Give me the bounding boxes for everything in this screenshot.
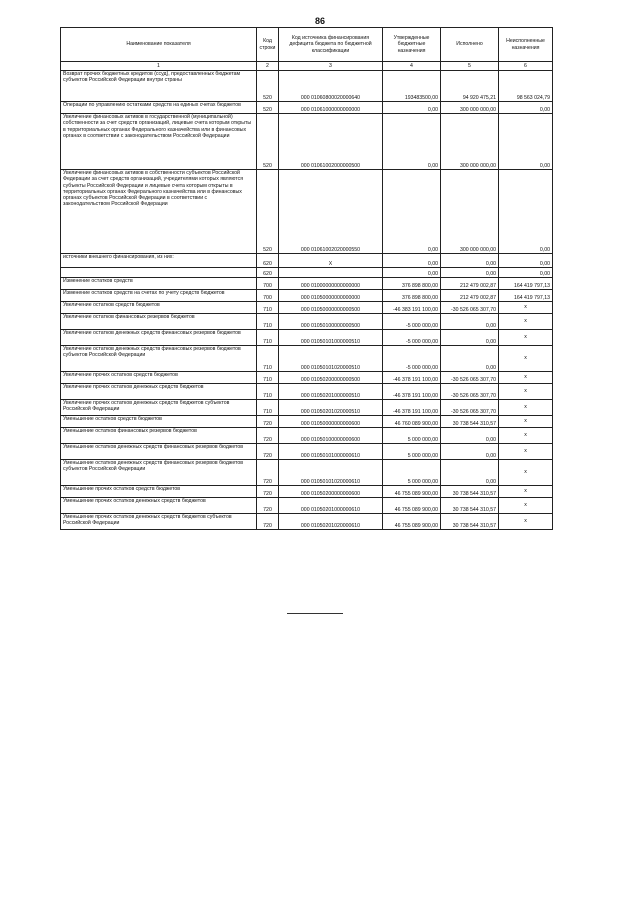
cell-executed: -30 526 065 307,70 [441,400,499,416]
cell-executed: 0,00 [441,346,499,372]
cell-src [279,268,383,278]
cell-approved: -46 378 191 100,00 [383,400,441,416]
cell-name: источники внешнего финансирования, из них: [61,254,257,268]
cell-src: X [279,254,383,268]
table-row [61,254,553,268]
cell-unexecuted: x [499,428,553,444]
cell-name: Увеличение остатков денежных средств финансовых резервов бюджетов субъектов Российской Федерации [61,346,257,372]
cell-src: 000 01061002020000550 [279,170,383,254]
cell-executed: 30 738 544 310,57 [441,416,499,428]
cell-name: Увеличение прочих остатков средств бюджетов [61,372,257,384]
cell-name: Изменение остатков средств [61,278,257,290]
cell-name: Увеличение остатков денежных средств финансовых резервов бюджетов [61,330,257,346]
cell-name: Уменьшение остатков денежных средств финансовых резервов бюджетов субъектов Российской Федерации [61,460,257,486]
header-cell: Код строки [257,28,279,62]
cell-name: Уменьшение остатков финансовых резервов бюджетов [61,428,257,444]
cell-unexecuted: x [499,498,553,514]
cell-unexecuted: x [499,486,553,498]
cell-executed: 300 000 000,00 [441,114,499,170]
cell-name: Уменьшение прочих остатков средств бюджетов [61,486,257,498]
cell-name: Увеличение финансовых активов в государственной (муниципальной) собственности за счет средств организаций, лицевые счета которым открыты в территориальных органах Федерального казначейства или в финансовых органах в соответствии с законодательством Российской Федерации [61,114,257,170]
end-divider-line [287,613,343,614]
cell-approved: 0,00 [383,114,441,170]
cell-code: 720 [257,486,279,498]
cell-executed: 0,00 [441,268,499,278]
table-row [61,460,553,486]
column-number: 6 [499,62,553,71]
cell-approved: -5 000 000,00 [383,330,441,346]
cell-src: 000 01050200000000600 [279,486,383,498]
cell-code: 520 [257,114,279,170]
cell-code: 710 [257,400,279,416]
cell-unexecuted: x [499,330,553,346]
cell-approved: -46 378 191 100,00 [383,384,441,400]
cell-unexecuted: x [499,400,553,416]
cell-code: 710 [257,384,279,400]
cell-executed: 0,00 [441,460,499,486]
cell-approved: 46 755 089 900,00 [383,486,441,498]
cell-executed: 30 738 544 310,57 [441,514,499,530]
cell-executed: 0,00 [441,444,499,460]
table-row [61,384,553,400]
page-number: 86 [314,16,325,26]
table-row [61,330,553,346]
cell-unexecuted: x [499,346,553,372]
cell-src: 000 01050101000000610 [279,444,383,460]
table-row [61,170,553,254]
cell-name: Уменьшение прочих остатков денежных средств бюджетов субъектов Российской Федерации [61,514,257,530]
cell-approved: 0,00 [383,170,441,254]
cell-src: 000 01050101000000510 [279,330,383,346]
cell-unexecuted: x [499,302,553,314]
cell-unexecuted: x [499,372,553,384]
cell-src: 000 01050000000000500 [279,302,383,314]
cell-name: Увеличение остатков финансовых резервов бюджетов [61,314,257,330]
cell-executed: -30 526 065 307,70 [441,302,499,314]
cell-name: Увеличение остатков средств бюджетов [61,302,257,314]
table-row [61,514,553,530]
table-row [61,102,553,114]
header-cell: Наименование показателя [61,28,257,62]
cell-approved: 46 755 089 900,00 [383,498,441,514]
cell-approved: 5 000 000,00 [383,460,441,486]
table-row [61,498,553,514]
cell-code: 710 [257,314,279,330]
cell-approved: 5 000 000,00 [383,444,441,460]
table-row [61,71,553,102]
cell-executed: 94 920 475,21 [441,71,499,102]
table-row [61,428,553,444]
cell-code: 720 [257,514,279,530]
cell-src: 000 01050000000000600 [279,416,383,428]
column-number: 1 [61,62,257,71]
table-row [61,372,553,384]
cell-code: 700 [257,290,279,302]
cell-name [61,268,257,278]
cell-src: 000 01050100000000600 [279,428,383,444]
cell-approved: 46 755 089 900,00 [383,514,441,530]
cell-code: 710 [257,346,279,372]
table-row [61,114,553,170]
table-row [61,268,553,278]
header-cell: Утвержденные бюджетные назначения [383,28,441,62]
cell-name: Увеличение прочих остатков денежных средств бюджетов [61,384,257,400]
cell-unexecuted: 0,00 [499,102,553,114]
cell-code: 520 [257,102,279,114]
cell-unexecuted: 164 419 797,13 [499,290,553,302]
table-row [61,486,553,498]
cell-approved: 0,00 [383,102,441,114]
cell-name: Операции по управлению остатками средств на единых счетах бюджетов [61,102,257,114]
cell-approved: 376 898 800,00 [383,290,441,302]
cell-executed: 30 738 544 310,57 [441,486,499,498]
cell-unexecuted: 0,00 [499,268,553,278]
cell-executed: 212 479 002,87 [441,278,499,290]
cell-src: 000 01050201020000510 [279,400,383,416]
cell-approved: -5 000 000,00 [383,314,441,330]
cell-executed: -30 526 065 307,70 [441,384,499,400]
header-cell: Исполнено [441,28,499,62]
budget-sources-table [60,27,553,530]
cell-executed: 212 479 002,87 [441,290,499,302]
column-number: 5 [441,62,499,71]
table-row [61,290,553,302]
header-row [61,28,553,62]
table-row [61,278,553,290]
cell-name: Изменение остатков средств на счетах по учету средств бюджетов [61,290,257,302]
cell-src: 000 01061002000000500 [279,114,383,170]
cell-executed: 30 738 544 310,57 [441,498,499,514]
cell-src: 000 01050200000000500 [279,372,383,384]
table-body [61,71,553,530]
table-row [61,314,553,330]
cell-executed: 0,00 [441,254,499,268]
column-number: 3 [279,62,383,71]
column-number-row [61,62,553,71]
table-row [61,346,553,372]
cell-src: 000 01050201000000510 [279,384,383,400]
cell-executed: 0,00 [441,330,499,346]
cell-approved: 46 760 089 900,00 [383,416,441,428]
cell-unexecuted: x [499,444,553,460]
cell-code: 720 [257,444,279,460]
cell-approved: 376 898 800,00 [383,278,441,290]
cell-code: 620 [257,268,279,278]
cell-unexecuted: x [499,416,553,428]
cell-code: 700 [257,278,279,290]
cell-src: 000 01060800020000640 [279,71,383,102]
header-cell: Неисполненные назначения [499,28,553,62]
cell-approved: -5 000 000,00 [383,346,441,372]
table-row [61,416,553,428]
cell-approved: 5 000 000,00 [383,428,441,444]
cell-approved: 193483500,00 [383,71,441,102]
cell-unexecuted: x [499,314,553,330]
cell-approved: -46 383 191 100,00 [383,302,441,314]
cell-src: 000 01050000000000000 [279,290,383,302]
cell-unexecuted: 98 563 024,79 [499,71,553,102]
cell-name: Возврат прочих бюджетных кредитов (ссуд), предоставленных бюджетам субъектов Российской Федерации внутри страны [61,71,257,102]
cell-code: 720 [257,460,279,486]
cell-src: 000 01050100000000500 [279,314,383,330]
table-row [61,400,553,416]
cell-unexecuted: 0,00 [499,170,553,254]
cell-src: 000 01050101020000510 [279,346,383,372]
cell-name: Уменьшение прочих остатков денежных средств бюджетов [61,498,257,514]
table-row [61,302,553,314]
cell-approved: 0,00 [383,254,441,268]
cell-code: 720 [257,416,279,428]
cell-src: 000 01000000000000000 [279,278,383,290]
cell-code: 710 [257,302,279,314]
cell-unexecuted: x [499,460,553,486]
cell-approved: 0,00 [383,268,441,278]
cell-unexecuted: 0,00 [499,114,553,170]
cell-code: 520 [257,170,279,254]
cell-executed: 300 000 000,00 [441,102,499,114]
cell-src: 000 01050201020000610 [279,514,383,530]
cell-executed: 0,00 [441,314,499,330]
cell-code: 520 [257,71,279,102]
cell-unexecuted: 164 419 797,13 [499,278,553,290]
cell-code: 710 [257,372,279,384]
cell-executed: 0,00 [441,428,499,444]
cell-executed: 300 000 000,00 [441,170,499,254]
cell-src: 000 01050201000000610 [279,498,383,514]
cell-code: 620 [257,254,279,268]
cell-code: 710 [257,330,279,346]
cell-src: 000 01061000000000000 [279,102,383,114]
cell-src: 000 01050101020000610 [279,460,383,486]
cell-executed: -30 526 065 307,70 [441,372,499,384]
cell-approved: -46 378 191 100,00 [383,372,441,384]
cell-unexecuted: 0,00 [499,254,553,268]
cell-code: 720 [257,498,279,514]
cell-name: Увеличение прочих остатков денежных средств бюджетов субъектов Российской Федерации [61,400,257,416]
cell-code: 720 [257,428,279,444]
cell-unexecuted: x [499,514,553,530]
cell-name: Увеличение финансовых активов в собственности субъектов Российской Федерации за счет средств организаций, учредителями которых являются субъекты Российской Федерации и лицевые счета которым открыты в территориальных органах Федерального казначейства или в финансовых органах субъектов Российской Федерации в соответствии с законодательством Российской Федерации [61,170,257,254]
cell-unexecuted: x [499,384,553,400]
cell-name: Уменьшение остатков средств бюджетов [61,416,257,428]
column-number: 2 [257,62,279,71]
header-cell: Код источника финансирования дефицита бюджета по бюджетной классификации [279,28,383,62]
table-row [61,444,553,460]
cell-name: Уменьшение остатков денежных средств финансовых резервов бюджетов [61,444,257,460]
column-number: 4 [383,62,441,71]
